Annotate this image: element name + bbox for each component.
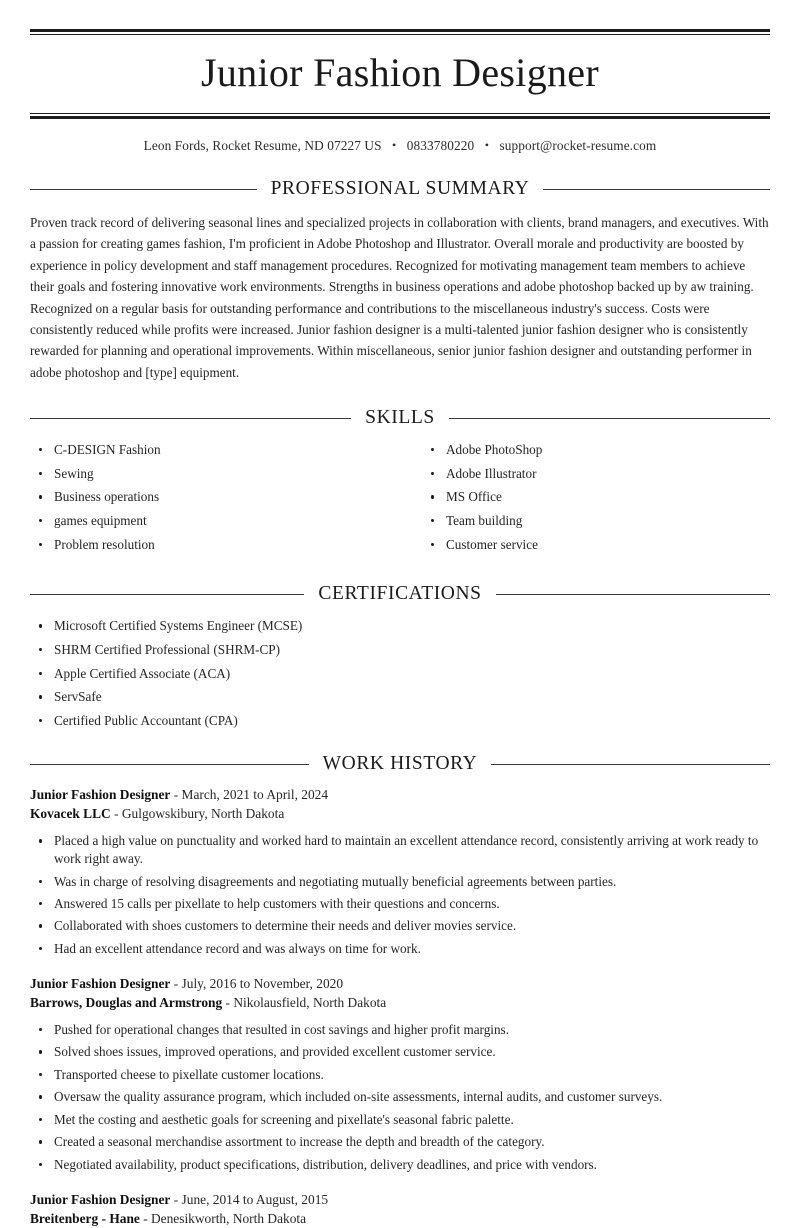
list-item: Placed a high value on punctuality and worked hard to maintain an excellent attendance record, consistently arriving at work ready to work right away. <box>30 832 770 868</box>
list-item: Microsoft Certified Systems Engineer (MCSE) <box>30 617 770 634</box>
job-title: Junior Fashion Designer <box>30 975 171 991</box>
section-title-skills: SKILLS <box>365 407 435 428</box>
list-item: Problem resolution <box>30 536 400 553</box>
list-item: ServSafe <box>30 688 770 705</box>
job-location: Gulgowskibury, North Dakota <box>121 806 285 822</box>
skills-columns <box>30 439 770 559</box>
list-item: Customer service <box>422 536 770 553</box>
job-company-line <box>30 804 770 823</box>
list-item: Adobe Illustrator <box>422 465 770 482</box>
skills-column-right <box>400 441 770 559</box>
contact-line <box>30 119 770 154</box>
contact-phone[interactable]: 0833780220 <box>406 138 475 153</box>
job-separator: - <box>110 806 122 822</box>
page-title: Junior Fashion Designer <box>201 50 599 95</box>
list-item: Adobe PhotoShop <box>422 441 770 458</box>
job-bullet-list <box>30 832 770 958</box>
list-item: Pushed for operational changes that resulted in cost savings and higher profit margins. <box>30 1021 770 1039</box>
work-history-entry <box>30 974 770 1174</box>
list-item: Team building <box>422 512 770 529</box>
job-dates: June, 2014 to August, 2015 <box>181 1191 329 1207</box>
job-title-line <box>30 1190 770 1209</box>
list-item: Answered 15 calls per pixellate to help customers with their questions and concerns. <box>30 895 770 913</box>
section-rule-right <box>543 189 770 190</box>
resume-page <box>0 29 800 1226</box>
contact-address: Leon Fords, Rocket Resume, ND 07227 US <box>143 138 382 153</box>
section-rule-left <box>30 764 309 765</box>
certifications-block <box>30 615 770 729</box>
list-item: Was in charge of resolving disagreements and negotiating mutually beneficial agreements between parties. <box>30 873 770 891</box>
job-separator: - <box>170 975 182 991</box>
list-item: Transported cheese to pixellate customer locations. <box>30 1066 770 1084</box>
job-company-line <box>30 993 770 1012</box>
list-item: Apple Certified Associate (ACA) <box>30 665 770 682</box>
list-item: Oversaw the quality assurance program, which included on-site assessments, internal audits, and customer surveys. <box>30 1088 770 1106</box>
section-header-certifications <box>30 583 770 605</box>
list-item: Sewing <box>30 465 400 482</box>
list-item: C-DESIGN Fashion <box>30 441 400 458</box>
list-item: Collaborated with shoes customers to determine their needs and deliver movies service. <box>30 917 770 935</box>
list-item: Negotiated availability, product specifications, distribution, delivery deadlines, and price with vendors. <box>30 1156 770 1174</box>
contact-separator-2: • <box>484 138 490 152</box>
section-header-skills <box>30 407 770 429</box>
job-dates: July, 2016 to November, 2020 <box>181 975 344 991</box>
list-item: Business operations <box>30 488 400 505</box>
job-separator: - <box>170 787 182 803</box>
skills-list-right <box>422 441 770 553</box>
certifications-list <box>30 617 770 729</box>
job-dates: March, 2021 to April, 2024 <box>181 787 329 803</box>
list-item: games equipment <box>30 512 400 529</box>
job-location: Nikolausfield, North Dakota <box>233 994 387 1010</box>
section-title-work-history: WORK HISTORY <box>322 753 478 775</box>
summary-text: Proven track record of delivering seasonal lines and specialized projects in collaboration with clients, brand managers, and executives. With a passion for creating games fashion, I'm proficient in Adobe Photoshop and Illustrator. Overall morale and productivity are boosted by experience in policy development and staff management procedures. Recognized for motivating management team members to achieve their goals and fostering innovative work environments. Strengths in business operations and adobe photoshop backed up by aw training. Recognized on a regular basis for outstanding performance and contributions to the miscellaneous industry's success. Costs were consistently reduced while profits were increased. Junior fashion designer is a multi-talented junior fashion designer who is consistently rewarded for planning and operational improvements. Within miscellaneous, senior junior fashion designer and outstanding performer in adobe photoshop and [type] equipment. <box>30 215 769 380</box>
skills-list-left <box>30 441 400 553</box>
skills-column-left <box>30 441 400 559</box>
job-title: Junior Fashion Designer <box>30 1191 171 1207</box>
work-history-entry <box>30 785 770 958</box>
job-separator: - <box>222 994 234 1010</box>
list-item: Solved shoes issues, improved operations, and provided excellent customer service. <box>30 1043 770 1061</box>
list-item: Certified Public Accountant (CPA) <box>30 712 770 729</box>
section-rule-right <box>496 594 770 595</box>
section-header-work-history <box>30 753 770 775</box>
job-company: Breitenberg - Hane <box>30 1210 140 1226</box>
section-rule-right <box>449 418 770 419</box>
work-history-entry <box>30 1190 770 1228</box>
section-rule-left <box>30 418 351 419</box>
list-item: MS Office <box>422 488 770 505</box>
list-item: SHRM Certified Professional (SHRM-CP) <box>30 641 770 658</box>
list-item: Met the costing and aesthetic goals for screening and pixellate's seasonal fabric palette. <box>30 1111 770 1129</box>
list-item: Had an excellent attendance record and was always on time for work. <box>30 940 770 958</box>
job-company: Kovacek LLC <box>30 806 111 822</box>
contact-email[interactable]: support@rocket-resume.com <box>499 138 657 153</box>
section-title-summary: PROFESSIONAL SUMMARY <box>270 178 530 199</box>
list-item: Created a seasonal merchandise assortment to increase the depth and breadth of the category. <box>30 1133 770 1151</box>
job-title-line <box>30 974 770 993</box>
contact-separator-1: • <box>392 138 397 152</box>
section-rule-right <box>491 764 770 765</box>
job-title-line <box>30 785 770 804</box>
work-history-list <box>30 785 770 1228</box>
job-company-line <box>30 1209 770 1228</box>
section-rule-left <box>30 189 257 190</box>
job-separator: - <box>170 1191 182 1207</box>
section-rule-left <box>30 594 304 595</box>
section-title-certifications: CERTIFICATIONS <box>318 583 482 605</box>
job-separator: - <box>139 1210 151 1226</box>
job-location: Denesikworth, North Dakota <box>151 1210 307 1226</box>
section-header-summary <box>30 178 770 200</box>
job-bullet-list <box>30 1021 770 1174</box>
job-title: Junior Fashion Designer <box>30 787 171 803</box>
job-company: Barrows, Douglas and Armstrong <box>30 994 223 1010</box>
